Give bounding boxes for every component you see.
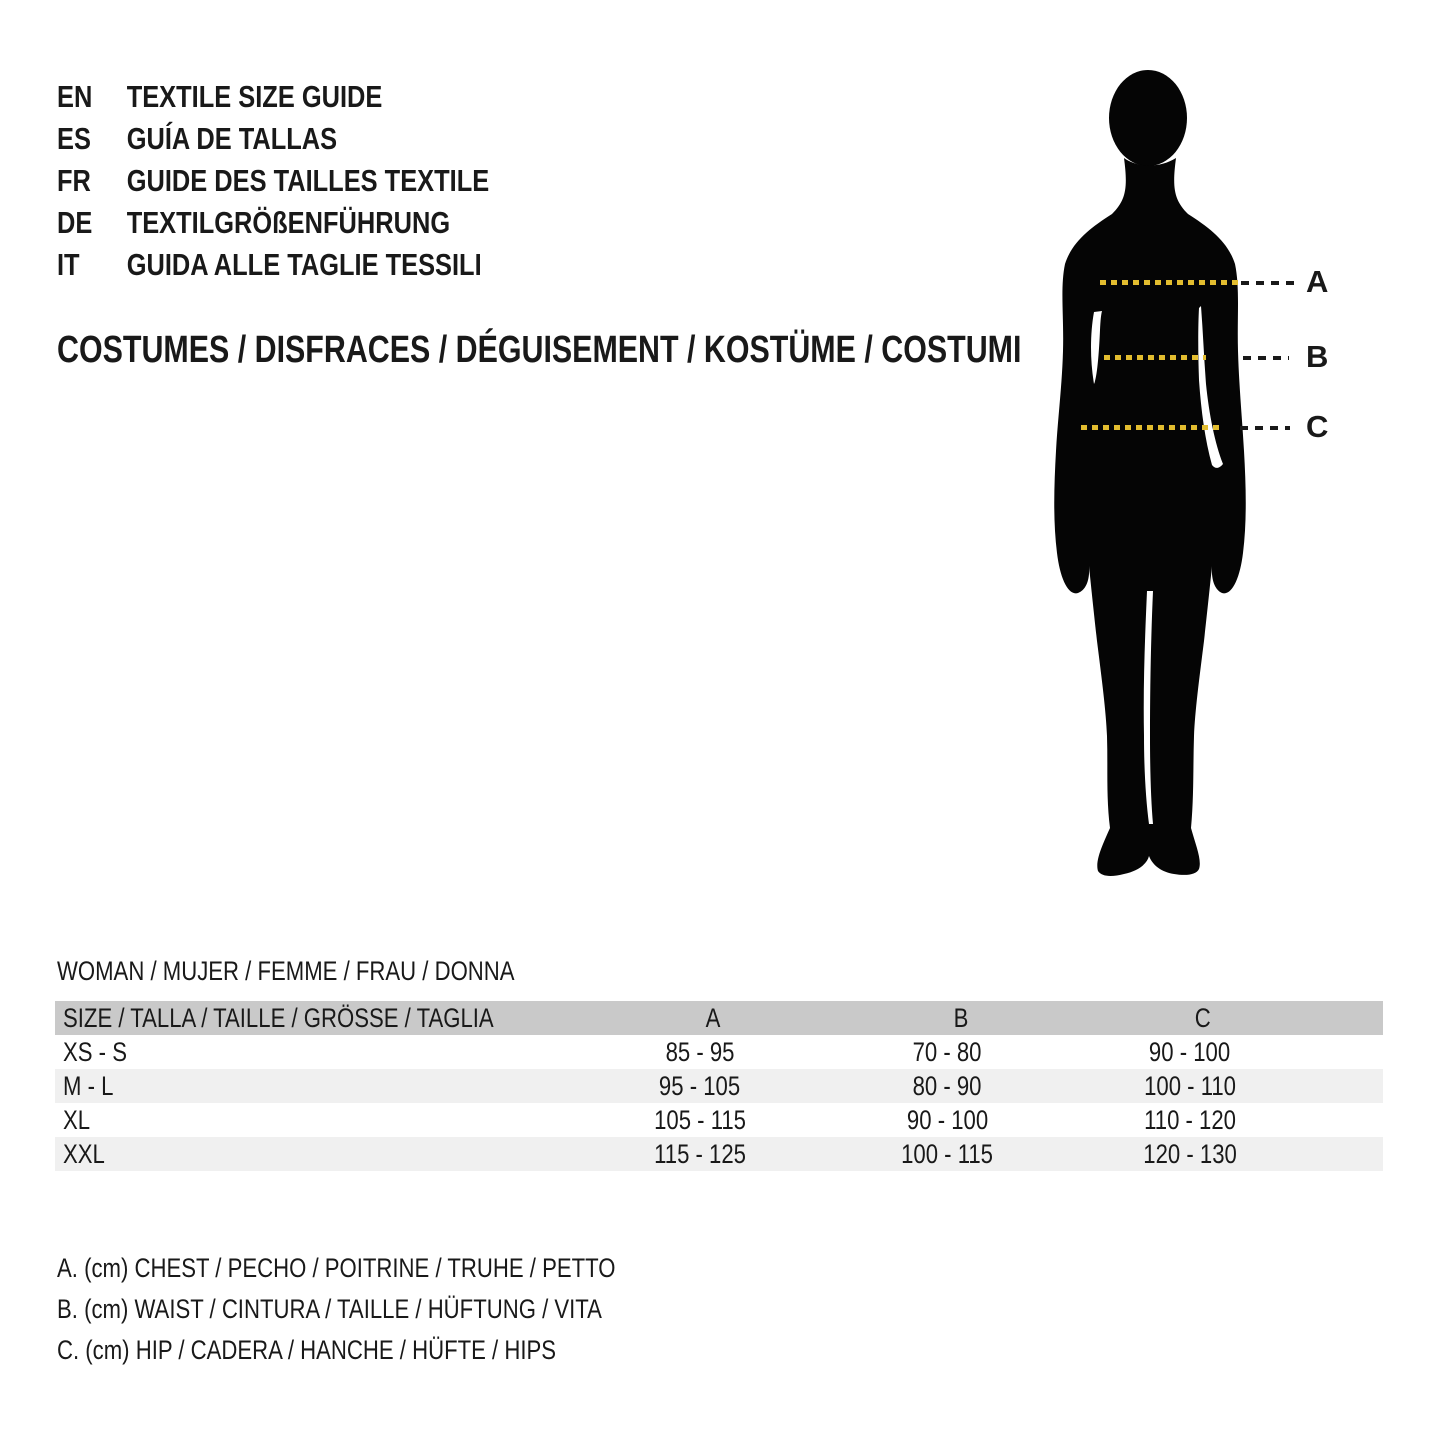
header-col-b: B [953, 1002, 969, 1033]
legend-text: C. (cm) HIP / CADERA / HANCHE / HÜFTE / HIPS [57, 1335, 557, 1365]
legend-item-waist [57, 1289, 738, 1330]
size-cell: XL [63, 1104, 91, 1135]
language-guide-title: TEXTILGRÖßENFÜHRUNG [126, 205, 451, 240]
value-cell-b: 80 - 90 [913, 1070, 982, 1101]
value-cell-b: 100 - 115 [901, 1138, 994, 1169]
measure-label-c: C [1306, 409, 1329, 444]
language-guide-title: GUÍA DE TALLAS [126, 121, 338, 156]
table-row [55, 1035, 1383, 1069]
size-table-heading-text: WOMAN / MUJER / FEMME / FRAU / DONNA [57, 956, 515, 986]
value-cell-c: 90 - 100 [1149, 1036, 1231, 1067]
chest-measure-connector [1241, 281, 1297, 285]
measure-label-a: A [1306, 264, 1329, 299]
legend-text: B. (cm) WAIST / CINTURA / TAILLE / HÜFTUNG / VITA [57, 1294, 602, 1324]
language-code: DE [57, 205, 93, 240]
woman-silhouette-image [1050, 66, 1250, 878]
language-guide-title: GUIDE DES TAILLES TEXTILE [126, 163, 490, 198]
value-cell-c: 120 - 130 [1143, 1138, 1237, 1169]
language-code: FR [57, 163, 91, 198]
silhouette-head [1109, 70, 1187, 166]
language-guide-title: TEXTILE SIZE GUIDE [126, 79, 383, 114]
language-row-it [57, 244, 489, 286]
woman-size-table [55, 1001, 1383, 1171]
table-row [55, 1137, 1383, 1171]
table-row [55, 1103, 1383, 1137]
language-row-de [57, 202, 489, 244]
header-size-cell: SIZE / TALLA / TAILLE / GRÖSSE / TAGLIA [63, 1002, 494, 1033]
waist-measure-connector [1243, 356, 1289, 360]
language-row-en [57, 76, 489, 118]
size-cell: M - L [63, 1070, 114, 1101]
measurement-legend [57, 1248, 738, 1371]
value-cell-c: 100 - 110 [1144, 1070, 1236, 1101]
size-cell: XXL [63, 1138, 105, 1169]
size-table-heading [57, 955, 615, 987]
value-cell-a: 85 - 95 [665, 1036, 735, 1067]
language-code: ES [57, 121, 91, 156]
value-cell-a: 105 - 115 [654, 1104, 746, 1135]
value-cell-c: 110 - 120 [1144, 1104, 1236, 1135]
table-header-row [55, 1001, 1383, 1035]
measure-label-b: B [1306, 339, 1329, 374]
size-cell: XS - S [63, 1036, 127, 1067]
legend-item-hip [57, 1330, 738, 1371]
legend-item-chest [57, 1248, 738, 1289]
language-row-fr [57, 160, 489, 202]
table-row [55, 1069, 1383, 1103]
header-col-a: A [705, 1002, 721, 1033]
category-title-text: COSTUMES / DISFRACES / DÉGUISEMENT / KOSTÜME / COSTUMI [57, 329, 1022, 371]
waist-measure-line [1104, 355, 1206, 360]
header-col-c: C [1195, 1002, 1212, 1033]
value-cell-b: 90 - 100 [906, 1104, 989, 1135]
chest-measure-line [1100, 280, 1238, 285]
language-code: EN [57, 79, 93, 114]
legend-text: A. (cm) CHEST / PECHO / POITRINE / TRUHE / PETTO [57, 1253, 616, 1283]
language-row-es [57, 118, 489, 160]
value-cell-b: 70 - 80 [913, 1036, 982, 1067]
hip-measure-line [1081, 425, 1219, 430]
language-code: IT [57, 247, 80, 282]
language-guide-title: GUIDA ALLE TAGLIE TESSILI [126, 247, 482, 282]
hip-measure-connector [1240, 426, 1290, 430]
value-cell-a: 95 - 105 [659, 1070, 741, 1101]
language-guide-list [57, 76, 584, 286]
value-cell-a: 115 - 125 [654, 1138, 746, 1169]
